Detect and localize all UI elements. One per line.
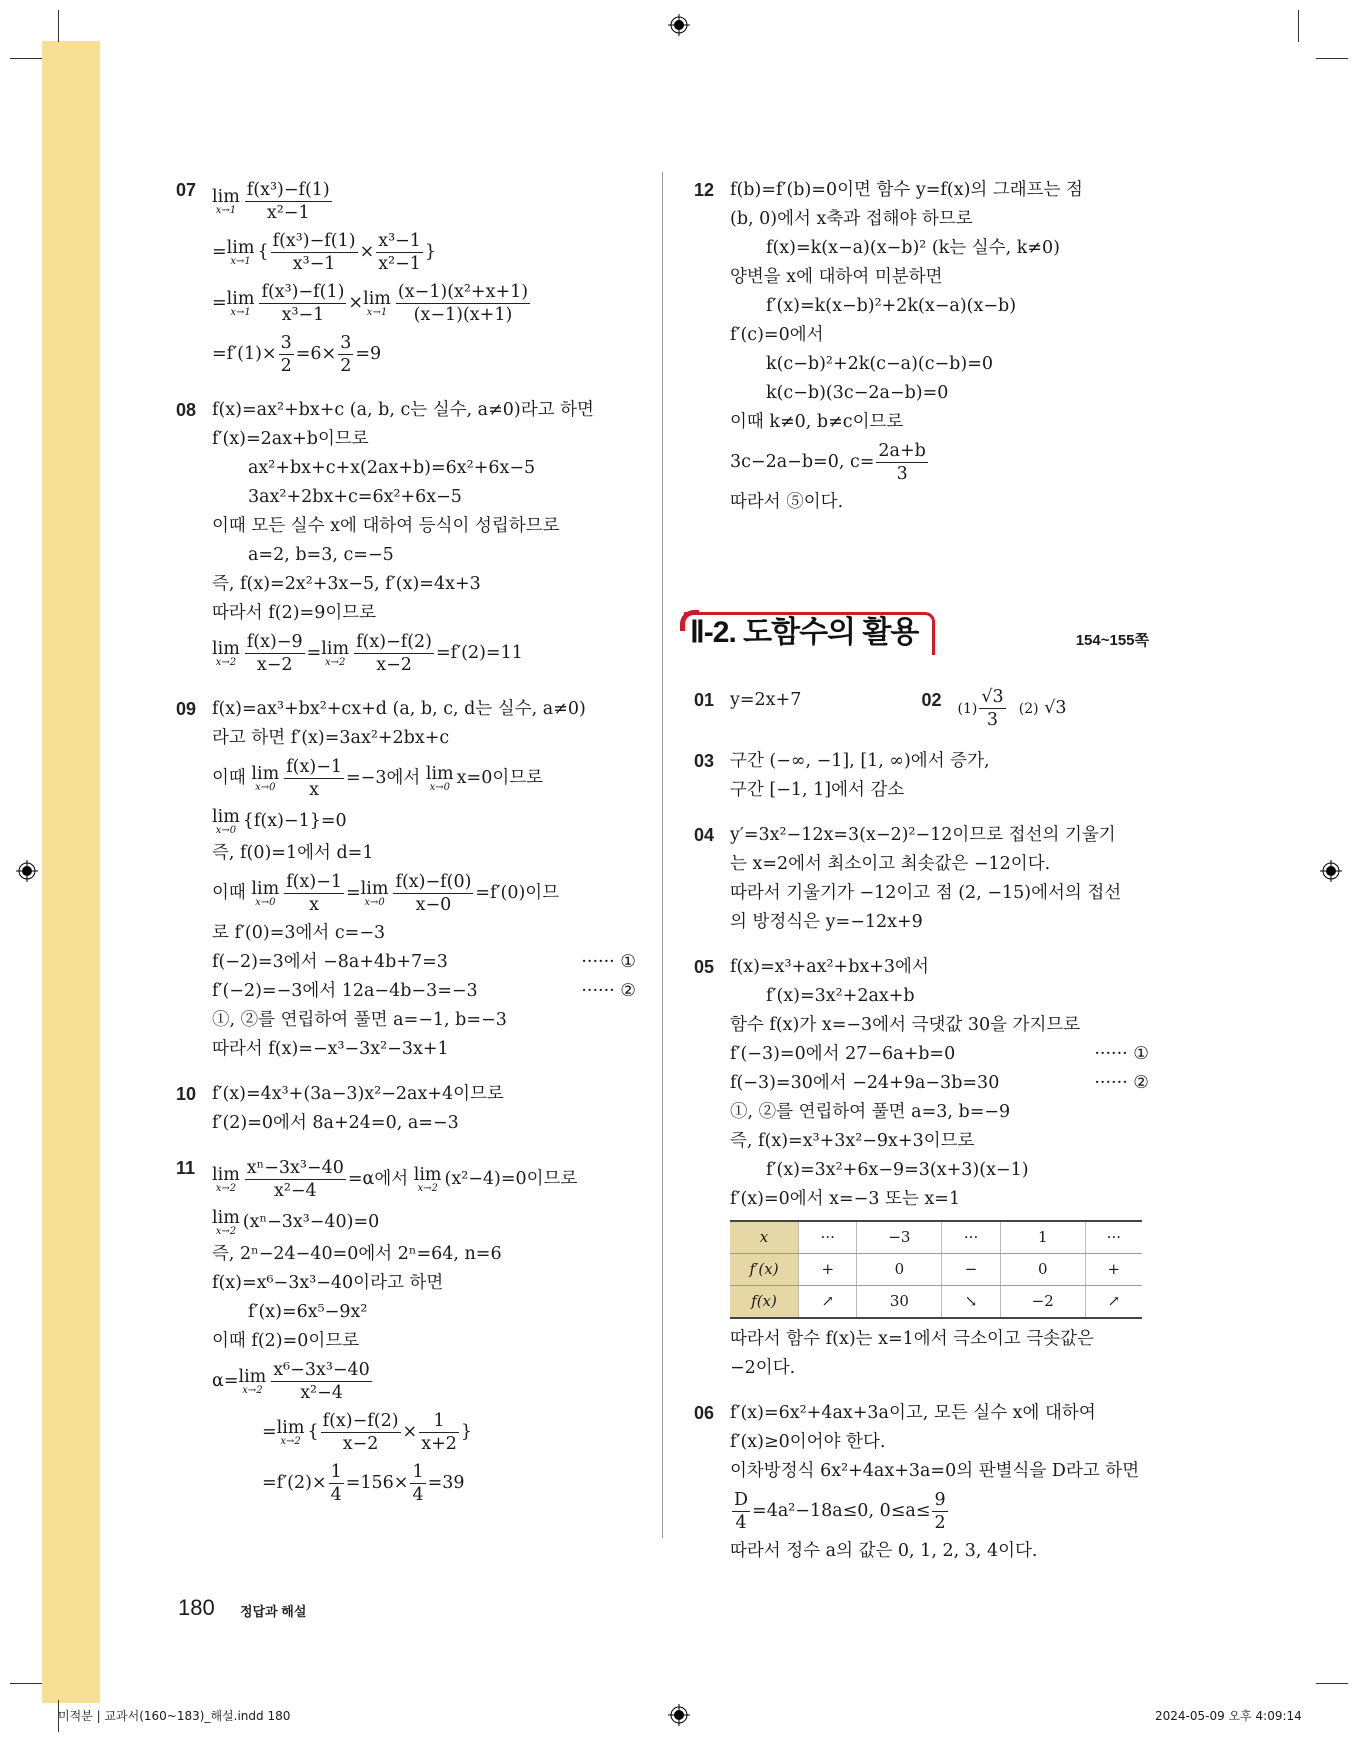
answer-01: 01 y=2x+7 <box>694 690 802 710</box>
crop-mark <box>58 10 59 42</box>
math-line: = lim x→1 $\frac{\text{f(x³)−f(1)}}{\text{x³−1}}$ × lim x→1 $\frac{\text{(x−1)(x²+x+1)}}{(x-1)(x+1)}$ <box>212 282 529 325</box>
print-slug-timestamp: 2024-05-09 오후 4:09:14 <box>1155 1709 1302 1723</box>
crop-mark <box>10 1683 42 1684</box>
print-slug-file: 미적분 | 교과서(160~183)_해설.indd 180 <box>58 1709 291 1723</box>
right-column <box>690 176 1149 1582</box>
crop-mark <box>10 58 42 59</box>
margin-color-band <box>42 41 100 1703</box>
problem-number: 11 <box>176 1158 196 1178</box>
answer-03: 03 구간 (−∞, −1], [1, ∞)에서 증가, 구간 [−1, 1]에서 감소 <box>694 751 990 800</box>
fraction: $\frac{\text{f(x³)−f(1)}}{\text{x²−1}}$ <box>246 180 330 223</box>
math-line: =f′(1)× $\frac{3}{2}$ =6× $\frac{3}{2}$ =9 <box>212 333 382 376</box>
answer-06: 06 f′(x)=6x²+4ax+3a이고, 모든 실수 x에 대하여 f′(x)≥0이어야 한다. 이차방정식 6x²+4ax+3a=0의 판별식을 D라고 하면 $\frac{D}{4}$ =4a²−18a≤0, 0≤a≤ $\frac{9}{2}$ 따라서 정수 a의 값은 0, 1, 2, 3, 4이다. <box>694 1403 1140 1561</box>
section-pages: 154~155쪽 <box>1075 632 1149 649</box>
problem-08: 08 f(x)=ax²+bx+c (a, b, c는 실수, a≠0)라고 하면 f′(x)=2ax+b이므로 ax²+bx+c+x(2ax+b)=6x²+6x−5 3ax²+2bx+c=6x²+6x−5 이때 모든 실수 x에 대하여 등식이 성립하므로 a=2, b=3, c=−5 즉, f(x)=2x²+3x−5, f′(x)=4x+3 따라서 f(2)=9이므로 lim x→2 $\frac{f(x)-9}{x-2}$ = lim x→2 $\frac{f(x)-f(2)}{x-2}$ =f′(2)=11 <box>176 396 636 679</box>
table-row: f′(x) + 0 − 0 + <box>730 1254 1142 1286</box>
problem-10: 10 f′(x)=4x³+(3a−3)x²−2ax+4이므로 f′(2)=0에서 8a+24=0, a=−3 <box>176 1080 636 1138</box>
problem-number: 08 <box>176 400 197 420</box>
registration-mark-icon <box>668 1704 690 1726</box>
crop-mark <box>1316 1683 1348 1684</box>
footer-label: 정답과 해설 <box>240 1604 307 1619</box>
increase-decrease-table <box>730 1220 1142 1319</box>
section-header <box>684 612 1149 666</box>
answer-04: 04 y′=3x²−12x=3(x−2)²−12이므로 접선의 기울기 는 x=2에서 최소이고 최솟값은 −12이다. 따라서 기울기가 −12이고 점 (2, −15)에서의 접선 의 방정식은 y=−12x+9 <box>694 825 1122 932</box>
table-row: x ··· −3 ··· 1 ··· <box>730 1221 1142 1254</box>
left-column <box>176 176 636 1525</box>
registration-mark-icon <box>1320 860 1342 882</box>
registration-mark-icon <box>668 14 690 36</box>
page-number: 180 <box>178 1595 215 1620</box>
answer-02: 02 (1) $\frac{√3}{3}$ (2) √3 <box>921 687 1067 730</box>
column-divider <box>662 172 663 1538</box>
problem-number: 12 <box>694 180 715 200</box>
table-row: f(x) ↗ 30 ↘ −2 ↗ <box>730 1286 1142 1319</box>
problem-07 <box>176 176 636 380</box>
section-title: Ⅱ-2. 도함수의 활용 <box>690 616 919 649</box>
answer-05: 05 f(x)=x³+ax²+bx+3에서 f′(x)=3x²+2ax+b 함수 f(x)가 x=−3에서 극댓값 30을 가지므로 f′(−3)=0에서 27−6a+b=0 ······ ① f(−3)=30에서 −24+9a−3b=30 ······ ② ①, ②를 연립하여 풀면 a=3, b=−9 즉, f(x)=x³+3x²−9x+3이므로 f′(x)=3x²+6x−9=3(x+3)(x−1) f′(x)=0에서 x=−3 또는 x=1 x ··· −3 ··· 1 ··· f′(x) + 0 − 0 + f(x) ↗ 30 ↘ −2 ↗ 따라서 함수 f(x)는 x=1에서 극소이고 극솟값은 −2이다. <box>694 957 1149 1378</box>
problem-12: 12 f(b)=f′(b)=0이면 함수 y=f(x)의 그래프는 점 (b, 0)에서 x축과 접해야 하므로 f(x)=k(x−a)(x−b)² (k는 실수, k≠0) 양변을 x에 대하여 미분하면 f′(x)=k(x−b)²+2k(x−a)(x−b) f′(c)=0에서 k(c−b)²+2k(c−a)(c−b)=0 k(c−b)(3c−2a−b)=0 이때 k≠0, b≠c이므로 3c−2a−b=0, c= $\frac{2a+b}{3}$ 따라서 ⑤이다. <box>694 176 1149 517</box>
crop-mark <box>1298 10 1299 42</box>
crop-mark <box>1316 58 1348 59</box>
problem-number: 07 <box>176 180 197 200</box>
problem-11: 11 lim x→2 $\frac{\text{xⁿ−3x³−40}}{\text{x²−4}}$ =α에서 lim x→2 (x²−4)=0이므로 lim x→2 (xⁿ−3x³−40)=0 즉, 2ⁿ−24−40=0에서 2ⁿ=64, n=6 f(x)=x⁶−3x³−40이라고 하면 f′(x)=6x⁵−9x² 이때 f(2)=0이므로 α= lim x→2 $\frac{\text{x⁶−3x³−40}}{\text{x²−4}}$ = lim x→2 { $\frac{f(x)-f(2)}{x-2}$ × $\frac{1}{x+2}$ } =f′(2)× $\frac{1}{4}$ =156× $\frac{1}{4}$ =39 <box>176 1154 636 1509</box>
problem-number: 10 <box>176 1084 197 1104</box>
math-line: = lim x→1 { $\frac{\text{f(x³)−f(1)}}{\text{x³−1}}$ × $\frac{\text{x³−1}}{\text{x²−1}}$ } <box>212 231 437 274</box>
problem-09: 09 f(x)=ax³+bx²+cx+d (a, b, c, d는 실수, a≠0) 라고 하면 f′(x)=3ax²+2bx+c 이때 lim x→0 $\frac{f(x)-1}{x}$ =−3에서 lim x→0 x=0이므로 lim x→0 {f(x)−1}=0 즉, f(0)=1에서 d=1 이때 lim x→0 $\frac{f(x)-1}{x}$ = lim x→0 $\frac{f(x)-f(0)}{x-0}$ =f′(0)이므 로 f′(0)=3에서 c=−3 f(−2)=3에서 −8a+4b+7=3 ······ ① f′(−2)=−3에서 12a−4b−3=−3 ······ ② ①, ②를 연립하여 풀면 a=−1, b=−3 따라서 f(x)=−x³−3x²−3x+1 <box>176 695 636 1064</box>
problem-number: 09 <box>176 699 197 719</box>
math-line: lim x→1 $\frac{\text{f(x³)−f(1)}}{\text{x²−1}}$ <box>212 180 330 223</box>
math-line: lim x→2 $\frac{f(x)-9}{x-2}$ = lim x→2 $\frac{f(x)-f(2)}{x-2}$ =f′(2)=11 <box>212 632 523 675</box>
registration-mark-icon <box>16 860 38 882</box>
